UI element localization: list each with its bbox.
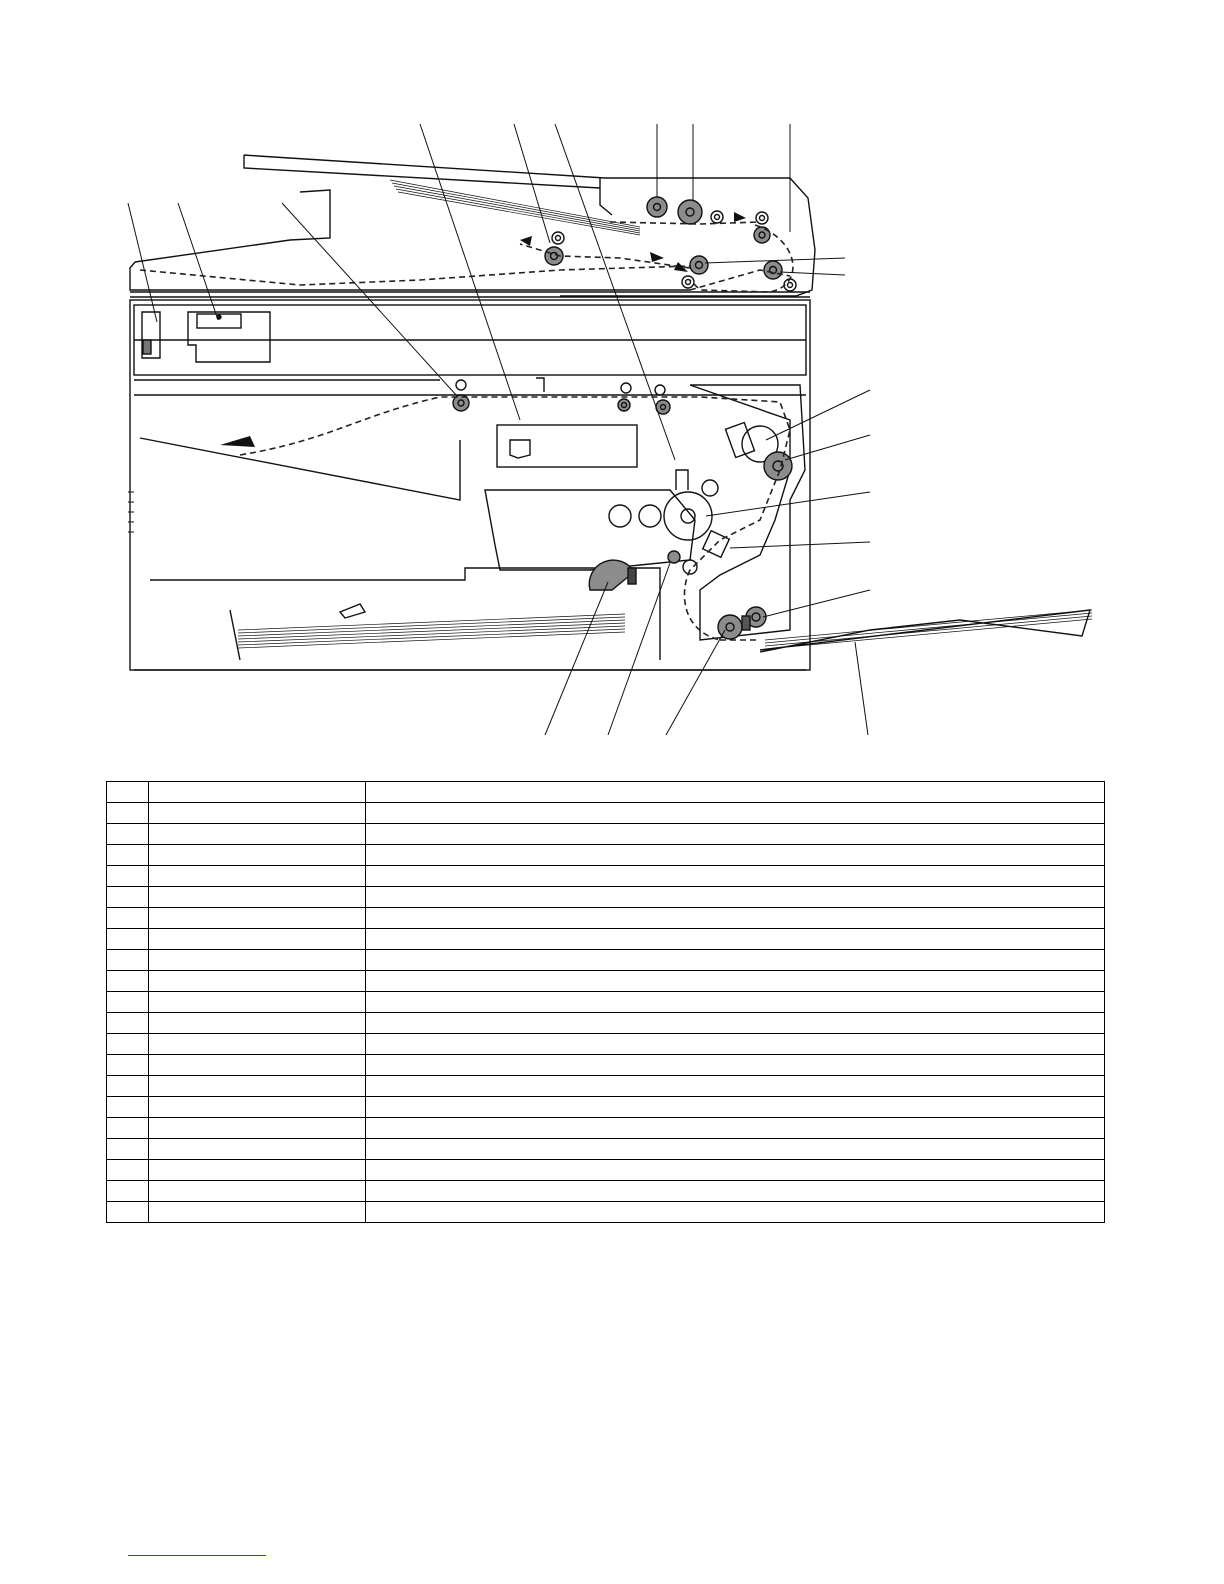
part-number-cell xyxy=(107,950,149,971)
paper-path xyxy=(140,222,793,640)
part-number-cell xyxy=(107,992,149,1013)
table-row xyxy=(107,992,1105,1013)
part-name-cell xyxy=(149,971,366,992)
table-row xyxy=(107,782,1105,803)
part-number-cell xyxy=(107,971,149,992)
part-description-cell xyxy=(366,1076,1105,1097)
part-number-cell xyxy=(107,1034,149,1055)
part-description-cell xyxy=(366,1139,1105,1160)
table-row xyxy=(107,845,1105,866)
part-name-cell xyxy=(149,908,366,929)
table-row xyxy=(107,1013,1105,1034)
printer-body xyxy=(128,380,1092,670)
part-name-cell xyxy=(149,992,366,1013)
part-name-cell xyxy=(149,1076,366,1097)
part-name-cell xyxy=(149,1055,366,1076)
table-row xyxy=(107,950,1105,971)
part-description-cell xyxy=(366,1034,1105,1055)
part-number-cell xyxy=(107,1139,149,1160)
part-number-cell xyxy=(107,845,149,866)
callout-leader-lines xyxy=(128,124,870,735)
table-row xyxy=(107,1202,1105,1223)
part-description-cell xyxy=(366,1118,1105,1139)
part-description-cell xyxy=(366,908,1105,929)
part-name-cell xyxy=(149,803,366,824)
part-name-cell xyxy=(149,1034,366,1055)
table-row xyxy=(107,1160,1105,1181)
copier-cross-section-diagram xyxy=(0,0,1224,760)
part-number-cell xyxy=(107,908,149,929)
table-row xyxy=(107,803,1105,824)
part-number-cell xyxy=(107,1160,149,1181)
table-row xyxy=(107,1181,1105,1202)
table-row xyxy=(107,866,1105,887)
table-row xyxy=(107,1076,1105,1097)
part-description-cell xyxy=(366,1055,1105,1076)
part-name-cell xyxy=(149,866,366,887)
part-description-cell xyxy=(366,1097,1105,1118)
scanner-section xyxy=(130,300,810,670)
table-row xyxy=(107,929,1105,950)
part-name-cell xyxy=(149,1097,366,1118)
drum xyxy=(664,492,712,540)
parts-table xyxy=(106,781,1105,1223)
part-number-cell xyxy=(107,824,149,845)
part-name-cell xyxy=(149,1202,366,1223)
part-name-cell xyxy=(149,782,366,803)
part-number-cell xyxy=(107,782,149,803)
part-number-cell xyxy=(107,1013,149,1034)
part-name-cell xyxy=(149,1139,366,1160)
part-description-cell xyxy=(366,1202,1105,1223)
part-name-cell xyxy=(149,1181,366,1202)
table-row xyxy=(107,1055,1105,1076)
part-name-cell xyxy=(149,929,366,950)
table-row xyxy=(107,1118,1105,1139)
part-description-cell xyxy=(366,866,1105,887)
footer-rule xyxy=(128,1555,266,1556)
part-description-cell xyxy=(366,887,1105,908)
part-description-cell xyxy=(366,992,1105,1013)
part-description-cell xyxy=(366,929,1105,950)
part-description-cell xyxy=(366,971,1105,992)
part-number-cell xyxy=(107,1181,149,1202)
part-name-cell xyxy=(149,1013,366,1034)
part-number-cell xyxy=(107,1076,149,1097)
part-description-cell xyxy=(366,824,1105,845)
part-description-cell xyxy=(366,1013,1105,1034)
part-number-cell xyxy=(107,887,149,908)
part-number-cell xyxy=(107,1097,149,1118)
part-description-cell xyxy=(366,1181,1105,1202)
part-number-cell xyxy=(107,1055,149,1076)
part-name-cell xyxy=(149,1118,366,1139)
part-name-cell xyxy=(149,824,366,845)
table-row xyxy=(107,887,1105,908)
part-description-cell xyxy=(366,1160,1105,1181)
part-description-cell xyxy=(366,950,1105,971)
part-description-cell xyxy=(366,803,1105,824)
part-number-cell xyxy=(107,803,149,824)
part-description-cell xyxy=(366,845,1105,866)
part-number-cell xyxy=(107,1118,149,1139)
table-row xyxy=(107,971,1105,992)
part-number-cell xyxy=(107,929,149,950)
part-name-cell xyxy=(149,887,366,908)
part-name-cell xyxy=(149,845,366,866)
table-row xyxy=(107,824,1105,845)
part-number-cell xyxy=(107,866,149,887)
part-name-cell xyxy=(149,950,366,971)
table-row xyxy=(107,1034,1105,1055)
laser-unit xyxy=(497,425,637,467)
table-row xyxy=(107,1139,1105,1160)
table-row xyxy=(107,1097,1105,1118)
part-description-cell xyxy=(366,782,1105,803)
table-row xyxy=(107,908,1105,929)
part-number-cell xyxy=(107,1202,149,1223)
part-name-cell xyxy=(149,1160,366,1181)
